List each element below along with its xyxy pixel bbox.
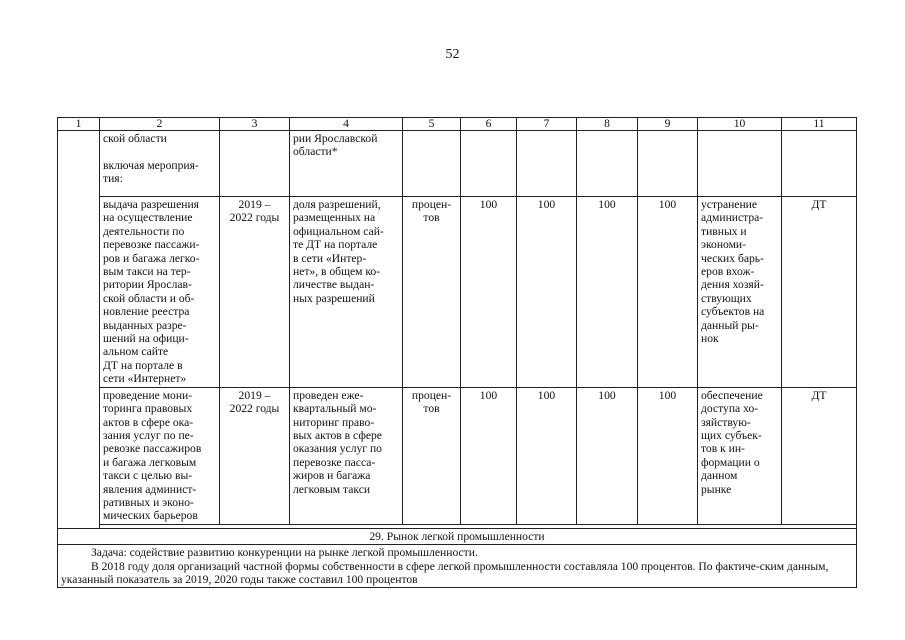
column-number: 10 xyxy=(698,118,782,131)
column-number: 2 xyxy=(100,118,220,131)
indicator-cell: проведен еже- квартальный мо- ниторинг право- вых актов в сфере оказания услуг по перевозке пасса- жиров и багажа легковым такси xyxy=(290,387,403,524)
value-2021-cell: 100 xyxy=(577,197,638,388)
column-number: 7 xyxy=(517,118,577,131)
empty-cell xyxy=(517,131,577,197)
unit-cell: процен- тов xyxy=(403,387,461,524)
value-2020-cell: 100 xyxy=(517,197,577,388)
measures-table xyxy=(57,117,857,588)
responsible-cell: ДТ xyxy=(782,387,857,524)
column-number-row xyxy=(58,118,857,131)
table-row xyxy=(58,197,857,388)
value-2022-cell: 100 xyxy=(638,197,698,388)
empty-cell xyxy=(782,131,857,197)
column-number: 8 xyxy=(577,118,638,131)
value-2019-cell: 100 xyxy=(461,387,517,524)
task-row xyxy=(58,545,857,588)
table-row xyxy=(58,387,857,524)
value-2019-cell: 100 xyxy=(461,197,517,388)
empty-cell xyxy=(220,131,290,197)
expected-result-cell: устранение администра- тивных и экономи- ческих барь- еров вхож- дения хозяй- ствующих субъектов на данный ры- нок xyxy=(698,197,782,388)
measure-name-cell: выдача разрешения на осуществление деятельности по перевозке пассажи- ров и багажа легко- вым такси на тер- ритории Ярослав- ской области и об- новление реестра выданных разре- шений на офици- альном сайте ДТ на портале в сети «Интернет» xyxy=(100,197,220,388)
merged-number-cell xyxy=(58,131,100,529)
indicator-cell: доля разрешений, размещенных на официальном сай- те ДТ на портале в сети «Интер- нет», в общем ко- личестве выдан- ных разрешений xyxy=(290,197,403,388)
empty-cell xyxy=(461,131,517,197)
value-2022-cell: 100 xyxy=(638,387,698,524)
column-number: 5 xyxy=(403,118,461,131)
expected-result-cell: обеспечение доступа хо- зяйствую- щих субъек- тов к ин- формации о данном рынке xyxy=(698,387,782,524)
column-number: 4 xyxy=(290,118,403,131)
column-number: 6 xyxy=(461,118,517,131)
measure-name-cell: проведение мони- торинга правовых актов в сфере ока- зания услуг по пе- ревозке пассажиров и багажа легковым такси с целью вы- явления админист- ративных и эконо- мических барьеров xyxy=(100,387,220,524)
empty-cell xyxy=(698,131,782,197)
period-cell: 2019 – 2022 годы xyxy=(220,387,290,524)
empty-cell xyxy=(577,131,638,197)
column-number: 9 xyxy=(638,118,698,131)
section-title: 29. Рынок легкой промышленности xyxy=(58,528,857,544)
column-number: 1 xyxy=(58,118,100,131)
page-number: 52 xyxy=(445,47,460,62)
column-number: 3 xyxy=(220,118,290,131)
measure-name-cell: ской области включая мероприя- тия: xyxy=(100,131,220,197)
value-2020-cell: 100 xyxy=(517,387,577,524)
indicator-cell: рии Ярославской области* xyxy=(290,131,403,197)
column-number: 11 xyxy=(782,118,857,131)
section-row xyxy=(58,528,857,544)
task-cell xyxy=(58,545,857,588)
responsible-cell: ДТ xyxy=(782,197,857,388)
info-line: В 2018 году доля организаций частной формы собственности в сфере легкой промышленности составляла 100 процентов. По фактиче-ским данным, указанный показатель за 2019, 2020 годы также составил 100 процентов xyxy=(61,559,829,586)
empty-cell xyxy=(638,131,698,197)
period-cell: 2019 – 2022 годы xyxy=(220,197,290,388)
unit-cell: процен- тов xyxy=(403,197,461,388)
value-2021-cell: 100 xyxy=(577,387,638,524)
task-line: Задача: содействие развитию конкуренции на рынке легкой промышленности. xyxy=(91,546,478,560)
empty-cell xyxy=(403,131,461,197)
continuation-row xyxy=(58,131,857,197)
